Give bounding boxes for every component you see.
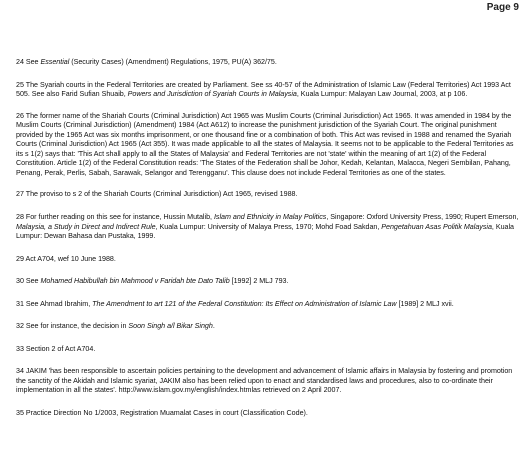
endnote-26 [16, 112, 522, 179]
endnote-28-text-4: , Kuala Lumpur: Dewan Bahasa dan Pustaka, 1999. [16, 222, 514, 241]
endnote-26-text: 26 The former name of the Shariah Courts (Criminal Jurisdiction) Act 1965 was Muslim Courts (Criminal Jurisdiction) Act 1965. It was amended in 1984 by the Muslim Courts (Criminal Jurisdiction) (Amendment) 1984 (Act A612) to increase the punishment jurisdiction of the Syariah Court. The original punishment provided by the 1965 Act was six months imprisonment, or one thousand fine or a combination of both. This Act was revised in 1988 and renamed the Syariah Courts (Criminal Jurisdiction) Act 1965 (Act 355). It was made applicable to all the states of Malaysia. It seems not to be applicable to the Federal Territories as its s 1(2) says that: 'This Act shall apply to all the States of Malaysia' and Federal Territories are not 'state' within the meaning of art 1(2) of the Federal Constitution. Article 1(2) of the Federal Constitution reads: 'The States of the Federation shall be Johor, Kedah, Kelantan, Malacca, Negeri Sembilan, Pahang, Penang, Perak, Perlis, Sabah, Sarawak, Selangor and Terengganu'. This clause does not include Federal Territories as one of the states. [16, 111, 514, 177]
endnote-25 [16, 81, 522, 100]
endnote-31-text-2: [1989] 2 MLJ xvii. [396, 299, 454, 308]
endnote-28 [16, 213, 522, 242]
endnote-25-text-2: , Kuala Lumpur: Malayan Law Journal, 2003, at p 106. [296, 90, 468, 99]
endnote-30-italic-1: Mohamed Habibullah bin Mahmood v Faridah bte Dato Talib [40, 277, 230, 286]
endnote-24-text-2: (Security Cases) (Amendment) Regulations, 1975, PU(A) 362/75. [69, 58, 277, 66]
endnote-24-italic-1: Essential [40, 58, 70, 66]
endnote-32-text-2: . [212, 322, 215, 331]
endnote-30-text-2: [1992] 2 MLJ 793. [229, 277, 289, 286]
endnote-29 [16, 255, 522, 265]
endnote-24-text-1: 24 See [16, 58, 41, 66]
endnote-25-text-1: 25 The Syariah courts in the Federal Territories are created by Parliament. See ss 40-57 of the Administration of Islamic Law (Federal Territories) Act 1993 Act 505. See also Farid Sufian Shuaib, [16, 80, 511, 99]
endnote-28-italic-3: Pengetahuan Asas Politik Malaysia [381, 222, 492, 231]
endnote-28-text-3: , Kuala Lumpur: University of Malaya Press, 1970; Mohd Foad Sakdan, [155, 222, 382, 231]
endnote-33-text: 33 Section 2 of Act A704. [16, 344, 96, 353]
endnote-27 [16, 190, 522, 200]
endnote-29-text: 29 Act A704, wef 10 June 1988. [16, 254, 116, 263]
endnotes-list [16, 58, 522, 430]
endnote-30-text-1: 30 See [16, 277, 41, 286]
endnote-27-text: 27 The proviso to s 2 of the Shariah Courts (Criminal Jurisdiction) Act 1965, revised 1988. [16, 190, 298, 199]
endnote-25-italic-1: Powers and Jurisdiction of Syariah Courts in Malaysia [127, 90, 297, 99]
endnote-24 [16, 58, 522, 68]
page-number: Page 9 [486, 2, 519, 13]
endnote-35 [16, 409, 522, 419]
endnote-28-italic-1: Islam and Ethnicity in Malay Politics [213, 213, 327, 222]
endnote-31 [16, 300, 522, 310]
endnote-32-italic-1: Soon Singh a/l Bikar Singh [128, 322, 213, 331]
endnote-32 [16, 322, 522, 332]
endnote-35-text: 35 Practice Direction No 1/2003, Registration Muamalat Cases in court (Classification Code). [16, 409, 308, 418]
endnote-34 [16, 367, 522, 396]
endnote-30 [16, 277, 522, 287]
endnote-31-italic-1: The Amendment to art 121 of the Federal Constitution: Its Effect on Administration of Islamic Law [92, 299, 397, 308]
endnote-34-text: 34 JAKIM 'has been responsible to ascertain policies pertaining to the development and advancement of Islamic affairs in Malaysia by fostering and promotion the sanctity of the Akidah and Islamic syariat, JAKIM also has been relied upon to enact and standardised laws and procedures, also to co-ordinate their implementation in all the states'. http://www.islam.gov.my/english/index.htmlas retrieved on 2 April 2007. [16, 367, 513, 395]
endnote-28-italic-2: Malaysia, a Study in Direct and Indirect Rule [16, 222, 156, 231]
endnote-28-text-1: 28 For further reading on this see for instance, Hussin Mutalib, [16, 213, 214, 222]
endnote-32-text-1: 32 See for instance, the decision in [16, 322, 129, 331]
endnote-33 [16, 345, 522, 355]
endnote-31-text-1: 31 See Ahmad Ibrahim, [16, 299, 93, 308]
endnote-28-text-2: , Singapore: Oxford University Press, 1990; Rupert Emerson, [326, 213, 519, 222]
